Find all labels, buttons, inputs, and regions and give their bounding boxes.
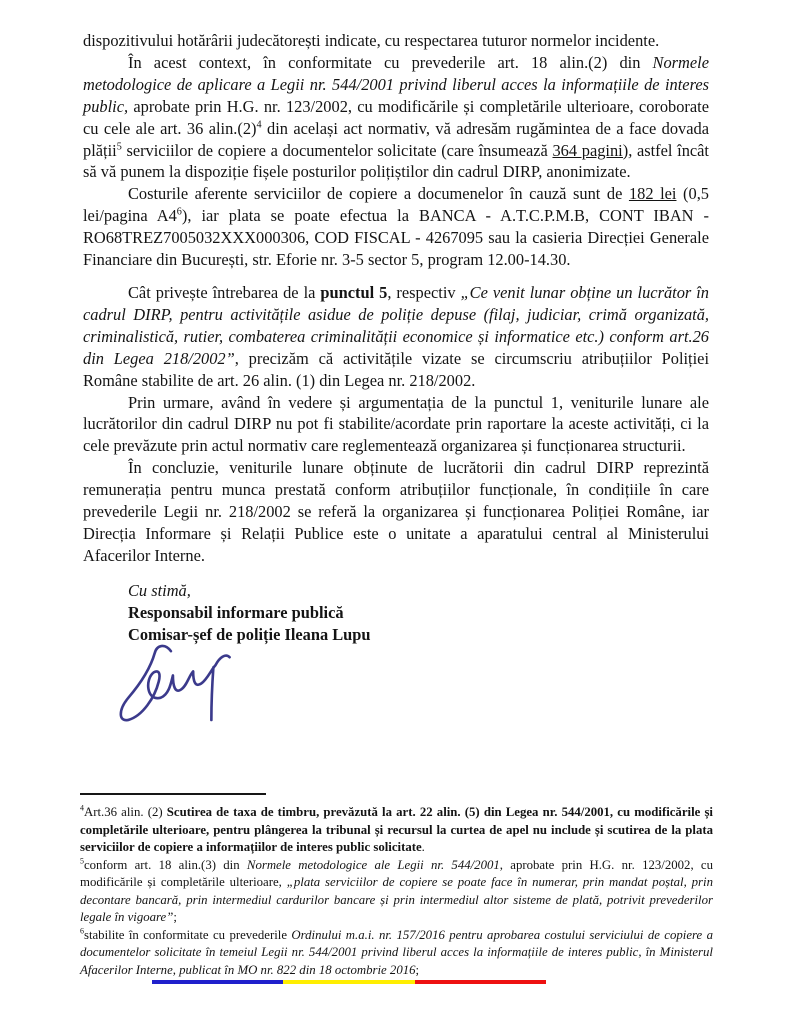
signer-name: Comisar-șef de poliție Ileana Lupu <box>128 624 371 644</box>
signature-stroke <box>121 646 230 720</box>
paragraph-legal-basis: În acest context, în conformitate cu prevederile art. 18 alin.(2) din Normele metodologice de aplicare a Legii nr. 544/2001 privind liberul acces la informațiile de interes public, aprobate prin H.G. nr. 123/2002, cu modificările și completările ulterioare, coroborate cu cele ale art. 36 $alin.(2)^4$ din același act normativ, vă adresăm rugămintea de a face dovada plății$^5$ serviciilor de copiere a documentelor solicitate (care însumează 364 pagini), astfel încât să vă punem la dispoziție fișele posturilor polițiștilor din cadrul DIRP, anonimizate. <box>83 52 709 182</box>
paragraph-continuation: dispozitivului hotărârii judecătorești indicate, cu respectarea tuturor normelor incidente. <box>83 31 660 50</box>
footnotes-list <box>80 804 713 979</box>
footnote-6: $^6$stabilite în conformitate cu prevederile Ordinului m.a.i. nr. 157/2016 pentru aprobarea costului serviciului de copiere a documentelor solicitate în temeiul Legii nr. 544/2001 privind liberul acces la informațiile de interes public, în Ministerul Afacerilor Interne, publicat în MO nr. 822 din 18 octombrie 2016; <box>80 926 713 977</box>
paragraph-salaries: Prin urmare, având în vedere și argumentația de la punctul 1, veniturile lunare ale lucrătorilor din cadrul DIRP nu pot fi stabilite/acordate prin raportare la aceste activități, ci la cele prevăzute prin actul normativ care reglementează organizarea și funcționarea structurii. <box>83 392 709 456</box>
flag-blue-segment <box>152 980 283 984</box>
signer-role: Responsabil informare publică <box>128 602 344 622</box>
footnote-4: $^4$Art.36 alin. (2) Scutirea de taxa de timbru, prevăzută la art. 22 alin. (5) din Legea nr. 544/2001, cu modificările și completările ulterioare, pentru plângerea la tribunal și recursul la curtea de apel nu include și scutirea de la plata serviciilor de copiere a informațiilor de interes public solicitate. <box>80 803 713 854</box>
footnote-separator-line <box>80 793 266 795</box>
footnotes-section <box>80 793 713 979</box>
romanian-flag-bar <box>152 980 546 984</box>
document-body <box>83 30 709 727</box>
paragraph-conclusion: În concluzie, veniturile lunare obținute de lucrătorii din cadrul DIRP reprezintă remunerația pentru munca prestată conform atribuțiilor funcționale, în condițiile în care prevederile Legii nr. 218/2002 se referă la organizarea și funcționarea Poliției Române, iar Direcția Informare și Relații Publice este o unitate a aparatului central al Ministerului Afacerilor Interne. <box>83 458 709 565</box>
flag-red-segment <box>415 980 546 984</box>
paragraph-costs: Costurile aferente serviciilor de copiere a documenelor în cauză sunt de 182 lei (0,5 lei/pagina $A4^6$), iar plata se poate efectua la BANCA - A.T.C.P.M.B, CONT IBAN - RO68TREZ7005032XXX000306, COD FISCAL - 4267095 sau la casieria Direcției Generale Financiare din București, str. Eforie nr. 3-5 sector 5, program 12.00-14.30. <box>83 184 709 270</box>
handwritten-signature <box>113 639 709 727</box>
footnote-5: $^5$conform art. 18 alin.(3) din Normele metodologice ale Legii nr. 544/2001, aprobate prin H.G. nr. 123/2002, cu modificările și completările ulterioare, „plata serviciilor de copiere se poate face în numerar, prin mandat poștal, prin decontare bancară, prin intermediul cardurilor bancare și prin intermediul altor sisteme de plată, potrivit prevederilor legale în vigoare”; <box>80 856 714 924</box>
flag-yellow-segment <box>283 980 414 984</box>
closing-block <box>128 580 709 646</box>
closing-salutation: Cu stimă, <box>128 580 191 600</box>
document-body-paragraphs <box>83 30 709 567</box>
signature-image <box>113 639 247 725</box>
paragraph-point5: Cât privește întrebarea de la punctul 5, respectiv „Ce venit lunar obține un lucrător în cadrul DIRP, pentru activitățile asidue de poliție depuse (filaj, judiciar, crimă organizată, criminalistică, rutier, combaterea criminalității economice și informatice etc.) conform art.26 din Legea 218/2002”, precizăm că activitățile vizate se circumscriu atribuțiilor Poliției Române stabilite de art. 26 alin. (1) din Legea nr. 218/2002. <box>83 282 710 390</box>
